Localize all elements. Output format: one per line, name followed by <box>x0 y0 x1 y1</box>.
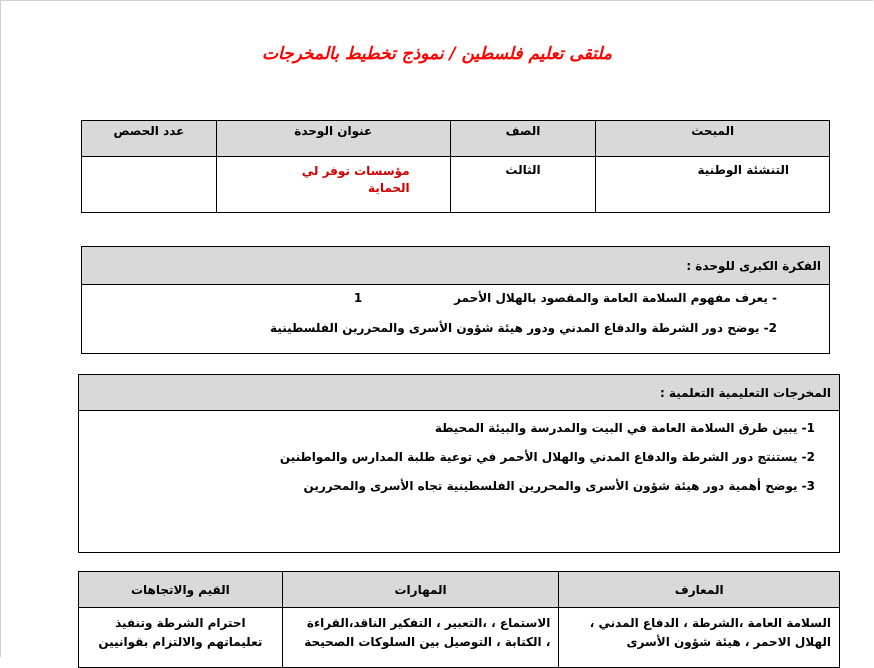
values-line-1: احترام الشرطة وتنفيذ <box>115 616 246 630</box>
big-idea-table <box>81 246 830 354</box>
learning-outcomes-table <box>78 374 840 553</box>
grade-header: الصف <box>450 121 596 157</box>
outcome-item-3: 3- يوضح أهمية دور هيئة شؤون الأسرى والمحررين الفلسطينية تجاه الأسرى والمحررين <box>303 479 815 493</box>
skills-line-2: ، الكتابة ، التوصيل بين السلوكات الصحيحة <box>304 635 551 649</box>
big-idea-item-1: - يعرف مفهوم السلامة العامة والمقصود بالهلال الأحمر 1 <box>353 291 777 305</box>
knowledge-skills-values-table <box>78 571 840 668</box>
knowledge-line-2: الهلال الاحمر ، هيئة شؤون الأسرى <box>626 635 831 649</box>
unit-title-header: عنوان الوحدة <box>216 121 450 157</box>
unit-info-header-row <box>82 121 830 157</box>
skills-line-1: الاستماع ، ،التعبير ، التفكير الناقد،القراءة <box>306 616 551 630</box>
unit-title-line-1: مؤسسات توفر لي <box>301 164 410 178</box>
outcome-item-2: 2- يستنتج دور الشرطة والدفاع المدني والهلال الأحمر في توعية طلبة المدارس والمواطنين <box>279 450 815 464</box>
knowledge-cell <box>559 608 840 668</box>
unit-info-table <box>81 120 830 213</box>
knowledge-header: المعارف <box>559 572 840 608</box>
outcomes-header-row <box>79 375 840 411</box>
page-title: ملتقى تعليم فلسطين / نموذج تخطيط بالمخرجات <box>261 44 613 64</box>
outcomes-body <box>79 411 840 553</box>
sessions-value <box>82 157 217 213</box>
kvs-header-row <box>79 572 840 608</box>
big-idea-item-2: 2- يوضح دور الشرطة والدفاع المدني ودور هيئة شؤون الأسرى والمحررين الفلسطينية <box>270 321 777 335</box>
knowledge-line-1: السلامة العامة ،الشرطة ، الدفاع المدني ، <box>589 616 831 630</box>
big-idea-header: الفكرة الكبرى للوحدة : <box>82 247 830 285</box>
unit-title-value <box>216 157 450 213</box>
subject-value: التنشئة الوطنية <box>596 157 830 213</box>
skills-cell <box>282 608 559 668</box>
grade-value: الثالث <box>450 157 596 213</box>
values-header: القيم والاتجاهات <box>79 572 283 608</box>
big-idea-header-row <box>82 247 830 285</box>
values-cell <box>79 608 283 668</box>
outcomes-header: المخرجات التعليمية التعلمية : <box>79 375 840 411</box>
subject-header: المبحث <box>596 121 830 157</box>
sessions-header: عدد الحصص <box>82 121 217 157</box>
outcomes-body-row <box>79 411 840 553</box>
outcome-item-1: 1- يبين طرق السلامة العامة في البيت والمدرسة والبيئة المحيطة <box>434 421 815 435</box>
skills-header: المهارات <box>282 572 559 608</box>
big-idea-body-row <box>82 285 830 354</box>
values-line-2: تعليماتهم والالتزام بقوانيين <box>98 635 263 649</box>
kvs-body-row <box>79 608 840 668</box>
unit-title-line-2: الحماية <box>368 181 410 195</box>
big-idea-body <box>82 285 830 354</box>
unit-info-values-row <box>82 157 830 213</box>
